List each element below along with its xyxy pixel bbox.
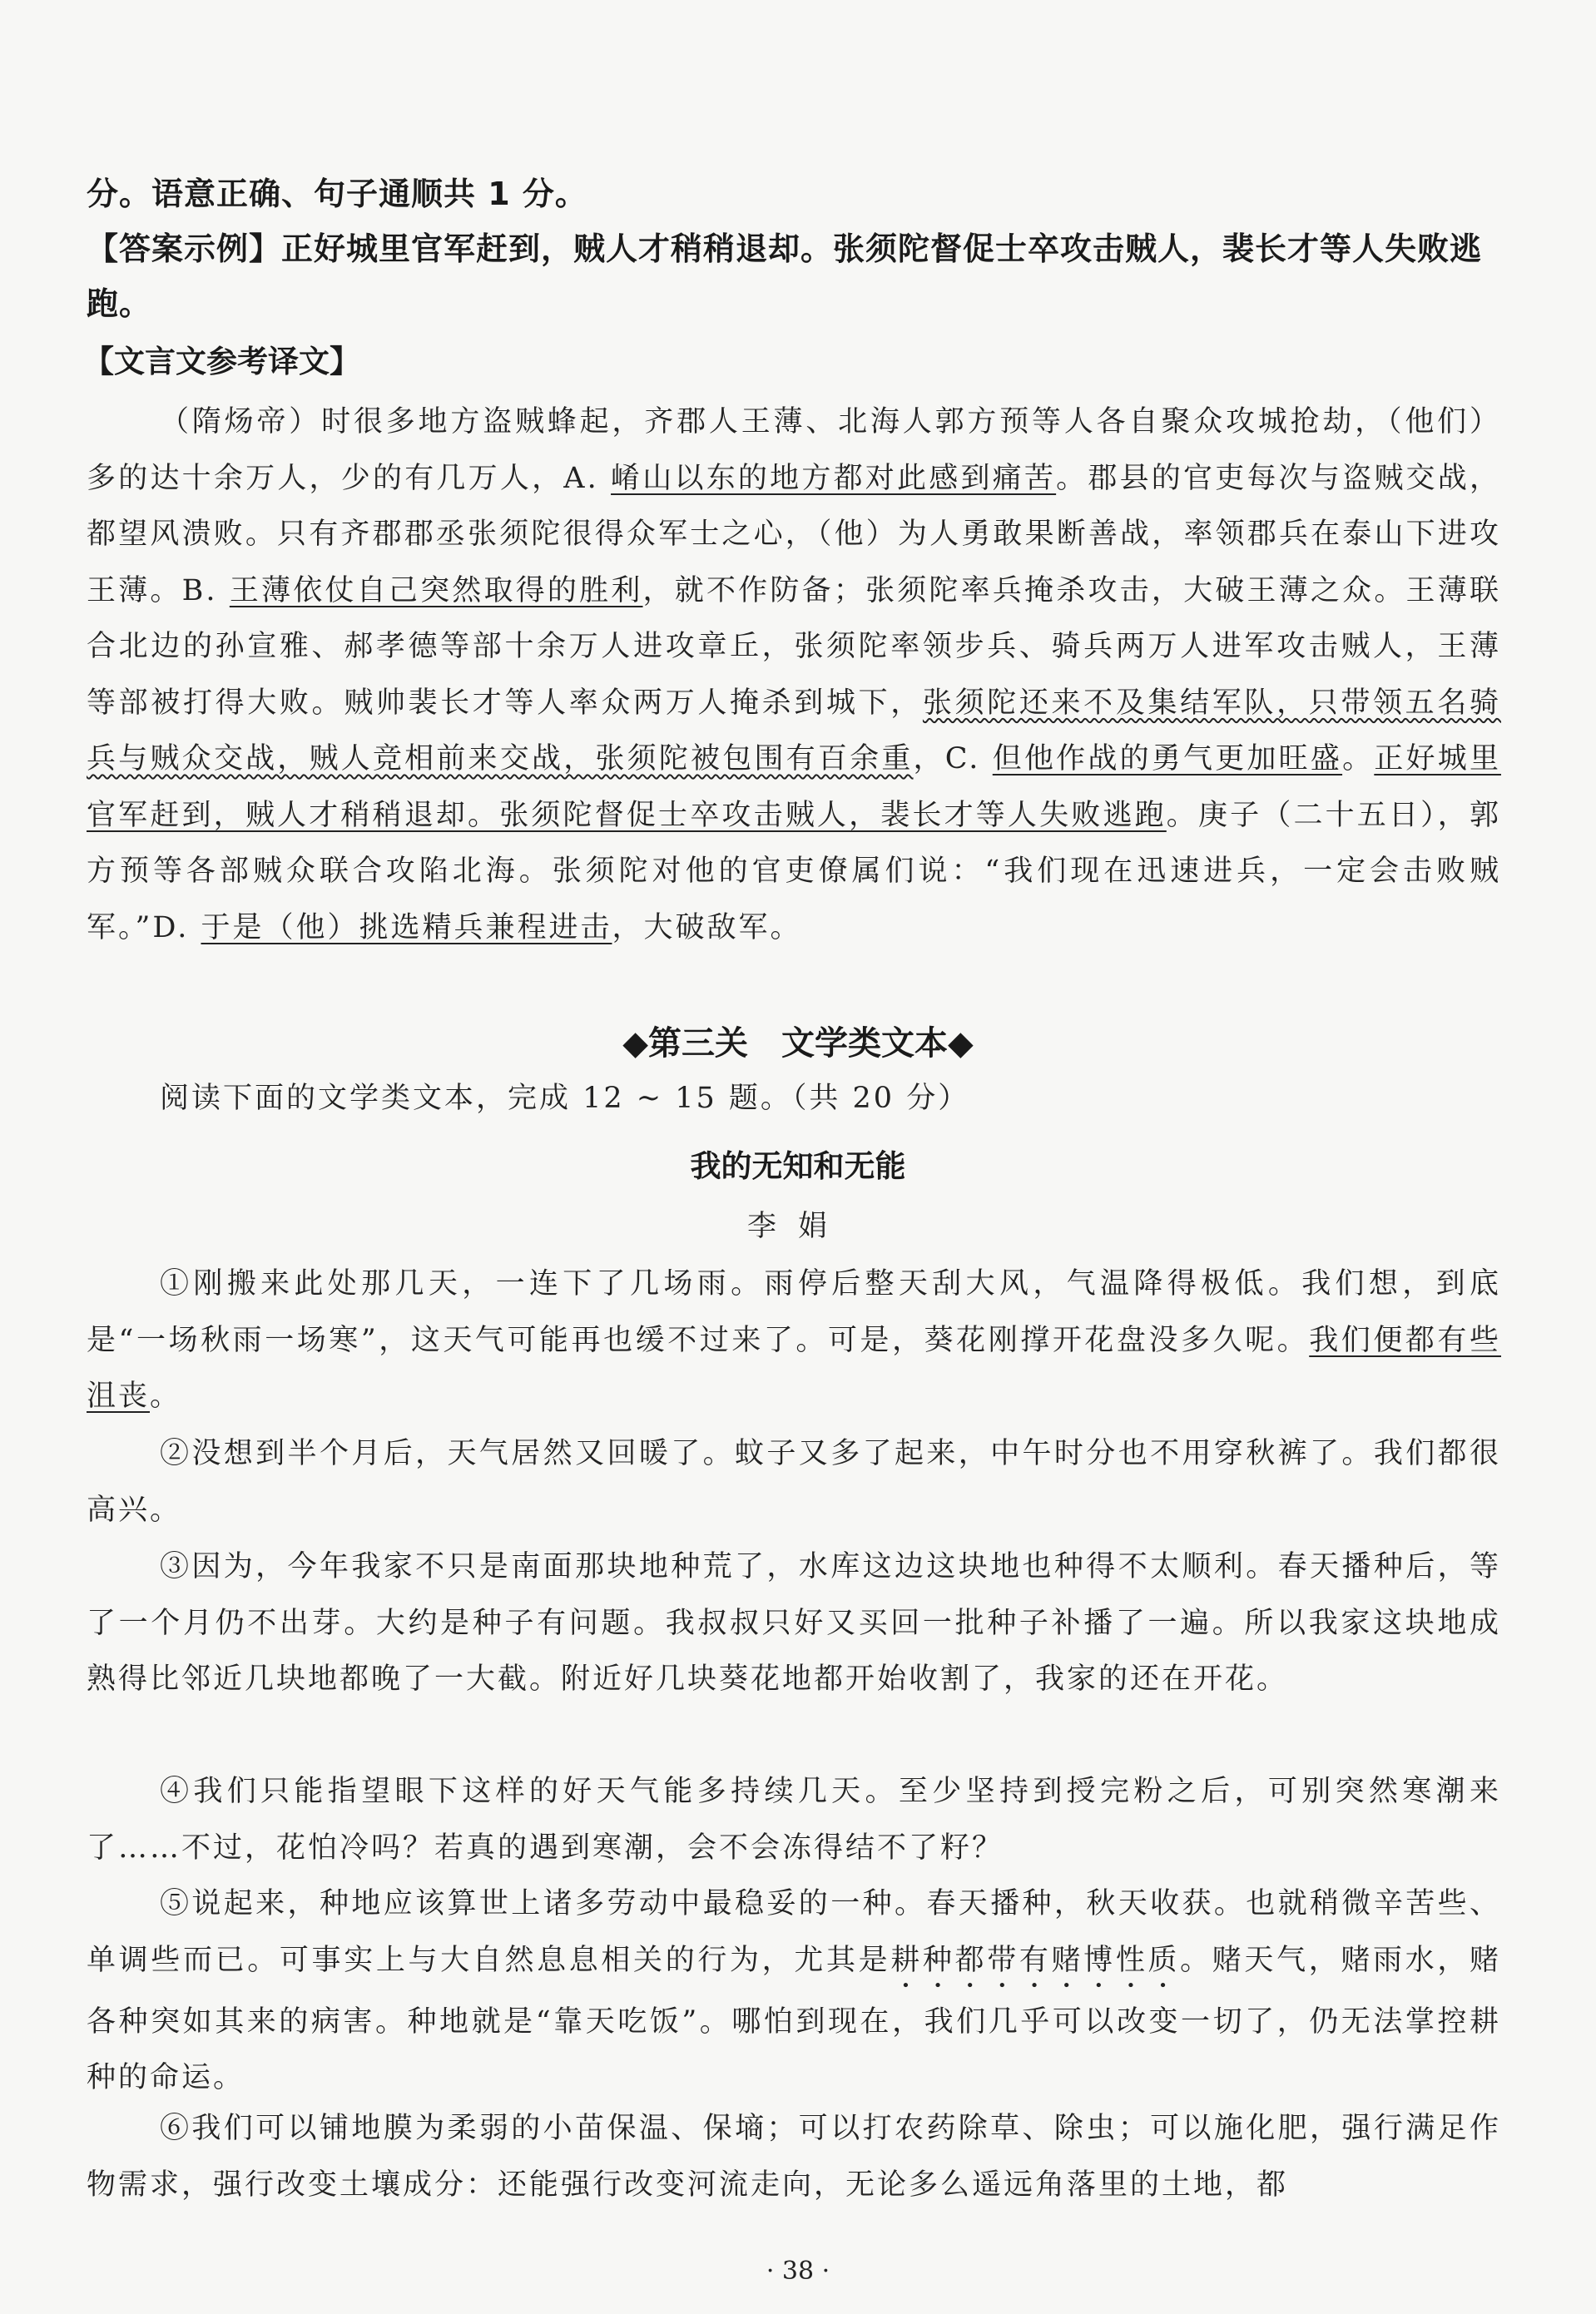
answer-block [87, 166, 1501, 331]
article-title: 我的无知和无能 [690, 1148, 906, 1184]
answer-underline: 正好城里官军赶到，贼人才稍稍退却。张须陀督促士卒攻击贼人，裴长才等人失败逃跑 [87, 742, 1501, 832]
answer-example [87, 221, 1501, 331]
option-d-underline: 于是（他）挑选精兵兼程进击 [201, 910, 612, 944]
option-c-underline: 但他作战的勇气更加旺盛 [992, 742, 1343, 775]
wavy-underline-text: 张须陀还来不及集结军队，只带领五名骑兵与贼众交战，贼人竞相前来交战，张须陀被包围有百余重 [87, 686, 1501, 775]
section-heading: ◆第三关 文学类文本◆ [622, 1024, 974, 1063]
article-author: 李娟 [746, 1210, 849, 1243]
article-paragraph-5: ⑤说起来，种地应该算世上诸多劳动中最稳妥的一种。春天播种，秋天收获。也就稍微辛苦些、单调些而已。可事实上与大自然息息相关的行为，尤其是耕种都带有赌博性质。赌天气，赌雨水，赌各种突如其来的病害。种地就是“靠天吃饭”。哪怕到现在，我们几乎可以改变一切了，仍无法掌控耕种的命运。 [87, 1887, 1501, 2094]
answer-score-line: 分。语意正确、句子通顺共 1 分。 [87, 176, 587, 212]
answer-example-text: 正好城里官军赶到，贼人才稍稍退却。张须陀督促士卒攻击贼人，裴长才等人失败逃跑。 [87, 230, 1483, 322]
article-paragraph-1: ①刚搬来此处那几天，一连下了几场雨。雨停后整天刮大风，气温降得极低。我们想，到底是“一场秋雨一场寒”，这天气可能再也缓不过来了。可是，葵花刚撑开花盘没多久呢。我们便都有些沮丧。 [87, 1267, 1501, 1413]
article-paragraph-4: ④我们只能指望眼下这样的好天气能多持续几天。至少坚持到授完粉之后，可别突然寒潮来了……不过，花怕冷吗？若真的遇到寒潮，会不会冻得结不了籽？ [87, 1775, 1501, 1865]
option-b-underline: 王薄依仗自己突然取得的胜利 [229, 573, 643, 607]
article-paragraph-3: ③因为，今年我家不只是南面那块地种荒了，水库这边这块地也种得不太顺利。春天播种后，等了一个月仍不出芽。大约是种子有问题。我叔叔只好又买回一批种子补播了一遍。所以我家这块地成熟得比邻近几块地都晚了一大截。附近好几块葵花地都开始收割了，我家的还在开花。 [87, 1550, 1501, 1696]
emphasis-dotted-phrase: 耕种都带有赌博性质 [890, 1943, 1181, 1977]
page-number: · 38 · [766, 2257, 830, 2286]
translation-header: 【文言文参考译文】 [83, 344, 360, 379]
option-a-underline: 崤山以东的地方都对此感到痛苦 [611, 461, 1057, 495]
answer-example-label: 【答案示例】 [87, 230, 282, 267]
underlined-sentence: 我们便都有些沮丧 [87, 1323, 1501, 1413]
translation-paragraph: （隋炀帝）时很多地方盗贼蜂起，齐郡人王薄、北海人郭方预等人各自聚众攻城抢劫，（他们）多的达十余万人，少的有几万人，A. 崤山以东的地方都对此感到痛苦。郡县的官吏每次与盗贼交战，都望风溃败。只有齐郡郡丞张须陀很得众军士之心，（他）为人勇敢果断善战，率领郡兵在泰山下进攻王薄。B. 王薄依仗自己突然取得的胜利，就不作防备；张须陀率兵掩杀攻击，大破王薄之众。王薄联合北边的孙宣雅、郝孝德等部十余万人进攻章丘，张须陀率领步兵、骑兵两万人进军攻击贼人，王薄等部被打得大败。贼帅裴长才等人率众两万人掩杀到城下，张须陀还来不及集结军队，只带领五名骑兵与贼众交战，贼人竞相前来交战，张须陀被包围有百余重，C. 但他作战的勇气更加旺盛。正好城里官军赶到，贼人才稍稍退却。张须陀督促士卒攻击贼人，裴长才等人失败逃跑。庚子（二十五日），郭方预等各部贼众联合攻陷北海。张须陀对他的官吏僚属们说：“我们现在迅速进兵，一定会击败贼军。”D. 于是（他）挑选精兵兼程进击，大破敌军。 [87, 405, 1501, 944]
instruction: 阅读下面的文学类文本，完成 12 ~ 15 题。（共 20 分） [160, 1082, 970, 1115]
article-paragraph-2: ②没想到半个月后，天气居然又回暖了。蚊子又多了起来，中午时分也不用穿秋裤了。我们都很高兴。 [87, 1437, 1501, 1527]
article-paragraph-6: ⑥我们可以铺地膜为柔弱的小苗保温、保墒；可以打农药除草、除虫；可以施化肥，强行满足作物需求，强行改变土壤成分：还能强行改变河流走向，无论多么遥远角落里的土地，都 [87, 2112, 1501, 2202]
